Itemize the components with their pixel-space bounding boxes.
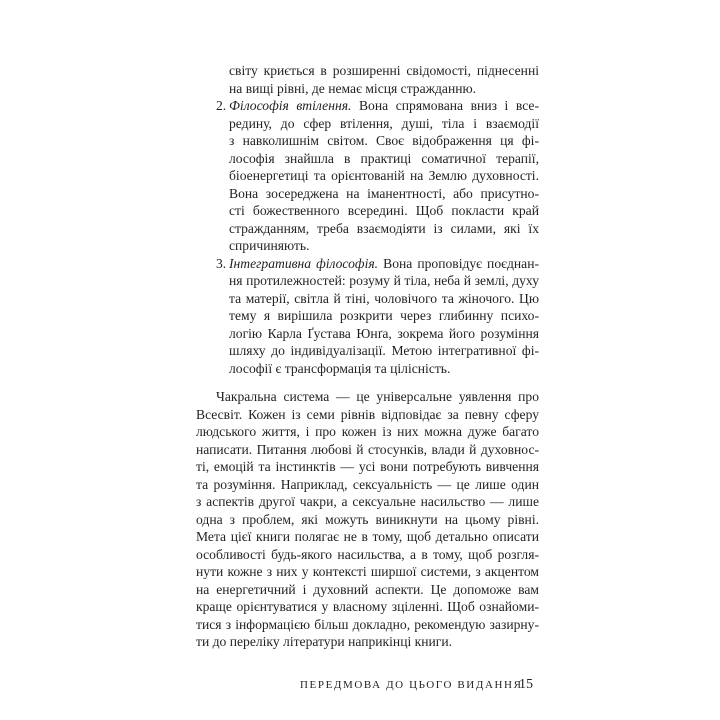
text-line: ти до переліку літератури наприкінці книги. bbox=[196, 634, 453, 649]
text-line: одна з проблем, які можуть виникнути на цьому рівні. bbox=[196, 511, 539, 527]
text-line: лософія знайшла в практиці соматичної терапії, bbox=[229, 150, 539, 166]
text-line: спричиняють. bbox=[229, 238, 310, 253]
text-line bbox=[229, 97, 539, 115]
text-line: редину, до сфер втілення, душі, тіла і взаємодії bbox=[229, 115, 539, 131]
text-line: Мета цієї книги полягає не в тому, щоб детально описати bbox=[196, 529, 539, 544]
text-line: з аспектів другої чакри, а сексуальне насильство — лише bbox=[196, 494, 539, 509]
text-line: шляху до індивідуалізації. Метою інтегративної фі- bbox=[229, 343, 539, 358]
text-line: та розуміння. Наприклад, сексуальність — це лише один bbox=[196, 476, 539, 492]
item-title: Інтегративна філософія. bbox=[229, 255, 379, 271]
text-fragment: Вона спрямована вниз і все- bbox=[351, 98, 539, 113]
text-line: нути кожне з них у контексті ширшої системи, з акцентом bbox=[196, 564, 539, 579]
text-line: Всесвіт. Кожен із семи рівнів відповідає за певну сферу bbox=[196, 406, 539, 422]
text-line: на вищі рівні, де немає місця стражданню. bbox=[229, 80, 477, 96]
item-title: Філософія втілення. bbox=[229, 98, 352, 113]
page-footer bbox=[300, 677, 540, 697]
list-item-2 bbox=[196, 97, 539, 255]
text-line: ті, емоцій та інстинктів — усі вони потребують вивчення bbox=[196, 459, 539, 474]
text-line: з навколишнім світом. Своє відображення ця фі- bbox=[229, 133, 539, 148]
text-line: людського життя, і про кожен із них можна дуже багато bbox=[196, 424, 539, 439]
body-paragraph bbox=[196, 388, 539, 651]
list-number: 3. bbox=[216, 255, 227, 271]
text-line: логію Карла Ґустава Юнґа, зокрема його розуміння bbox=[229, 325, 539, 341]
text-line: біоенергетиці та орієнтованій на Землю духовності. bbox=[229, 168, 539, 183]
text-fragment: Вона проповідує поєднан- bbox=[378, 255, 539, 271]
text-line: тему я вирішила розкрити через глибинну психо- bbox=[229, 308, 539, 323]
text-line: Вона зосереджена на іманентності, або присутно- bbox=[229, 185, 539, 201]
text-line: ня протилежностей: розуму й тіла, неба й землі, духу bbox=[229, 273, 539, 288]
numbered-list bbox=[196, 62, 539, 377]
text-line: краще орієнтуватися у власному зціленні. Щоб ознайоми- bbox=[196, 599, 539, 614]
running-title: ПЕРЕДМОВА ДО ЦЬОГО ВИДАННЯ bbox=[300, 679, 523, 691]
page-number: 15 bbox=[519, 677, 533, 692]
text-line: стражданням, треба взаємодіяти із силами, які їх bbox=[229, 220, 539, 236]
text-line: на енергетичний і духовний аспекти. Це допоможе вам bbox=[196, 581, 539, 597]
text-line: тися з інформацією більш докладно, рекомендую зазирну- bbox=[196, 616, 539, 632]
list-item-3 bbox=[196, 255, 539, 378]
text-line: сті божественного всередині. Щоб покласти край bbox=[229, 203, 539, 218]
list-item-1-continuation bbox=[196, 62, 539, 97]
text-line: Чакральна система — це універсальне уявлення про bbox=[216, 389, 539, 404]
list-number: 2. bbox=[216, 98, 227, 113]
text-line: світу криється в розширенні свідомості, піднесенні bbox=[229, 63, 539, 78]
text-line bbox=[229, 255, 539, 273]
text-line: та матерії, світла й тіні, чоловічого та жіночого. Цю bbox=[229, 290, 539, 306]
text-line: написати. Питання любові й стосунків, влади й духовнос- bbox=[196, 441, 539, 457]
text-line: особливості будь-якого насильства, а в тому, щоб розгля- bbox=[196, 546, 539, 562]
text-line: лософії є трансформація та цілісність. bbox=[229, 360, 451, 376]
